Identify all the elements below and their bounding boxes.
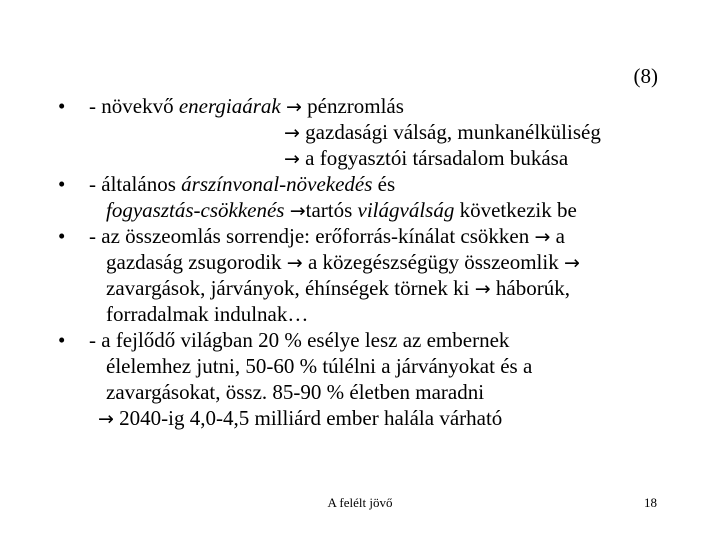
bullet-text: - az összeomlás sorrendje: erőforrás-kínálat csökken — [89, 224, 530, 248]
bullet-text: - növekvő — [89, 94, 179, 118]
arrow-right-icon: → — [563, 252, 580, 274]
bullet-icon: • — [58, 172, 66, 196]
bullet-item-3-line-2 — [58, 249, 698, 275]
bullet-text-italic: árszínvonal-növekedés — [181, 172, 373, 196]
bullet-list — [58, 93, 698, 431]
arrow-right-icon: → — [534, 226, 551, 248]
bullet-item-3-line-4 — [58, 301, 698, 327]
arrow-right-icon: → — [285, 96, 302, 118]
arrow-right-icon: → — [474, 278, 491, 300]
bullet-item-4-line-4 — [58, 405, 698, 431]
arrow-right-icon: → — [98, 408, 114, 430]
bullet-text: zavargások, járványok, éhínségek törnek ki — [106, 276, 470, 300]
bullet-text: 2040-ig 4,0-4,5 milliárd ember halála várható — [119, 406, 503, 430]
bullet-icon: • — [58, 224, 66, 248]
bullet-text-italic: energiaárak — [178, 94, 281, 118]
bullet-text: gazdaság zsugorodik — [106, 250, 282, 274]
bullet-text: élelemhez jutni, 50-60 % túlélni a járványokat és a — [106, 354, 533, 378]
bullet-text: - általános — [89, 172, 182, 196]
bullet-text: következik be — [454, 198, 577, 222]
bullet-icon: • — [58, 328, 66, 352]
bullet-text: a fogyasztói társadalom bukása — [305, 146, 569, 170]
bullet-item-4-line-3 — [58, 379, 698, 405]
bullet-item-3-line-3 — [58, 275, 698, 301]
bullet-item-1-line-3 — [58, 145, 698, 171]
bullet-text-italic: fogyasztás-csökkenés — [106, 198, 285, 222]
bullet-text: - a fejlődő világban 20 % esélye lesz az embernek — [89, 328, 510, 352]
bullet-item-2-line-2 — [58, 197, 698, 223]
bullet-text-italic: világválság — [357, 198, 455, 222]
bullet-icon: • — [58, 94, 66, 118]
bullet-text: tartós — [305, 198, 358, 222]
arrow-right-icon: → — [286, 252, 303, 274]
bullet-text: forradalmak indulnak… — [106, 302, 309, 326]
arrow-right-icon: → — [284, 148, 300, 170]
bullet-text: pénzromlás — [307, 94, 404, 118]
arrow-right-icon: → — [289, 200, 306, 222]
bullet-text: gazdasági válság, munkanélküliség — [305, 120, 601, 144]
bullet-text: a közegészségügy összeomlik — [307, 250, 559, 274]
bullet-item-1-line-2 — [58, 119, 698, 145]
bullet-text: háborúk, — [495, 276, 570, 300]
slide-label: (8) — [633, 64, 658, 88]
bullet-text: zavargásokat, össz. 85-90 % életben maradni — [106, 380, 485, 404]
bullet-item-4-line-2 — [58, 353, 698, 379]
bullet-text: és — [372, 172, 396, 196]
footer-title: A felélt jövő — [327, 495, 393, 510]
bullet-item-2-line-1 — [58, 171, 698, 197]
arrow-right-icon: → — [284, 122, 300, 144]
page-number: 18 — [644, 495, 657, 510]
bullet-item-1-line-1 — [58, 93, 698, 119]
bullet-item-4-line-1 — [58, 327, 698, 353]
bullet-item-3-line-1 — [58, 223, 698, 249]
bullet-text: a — [555, 224, 565, 248]
